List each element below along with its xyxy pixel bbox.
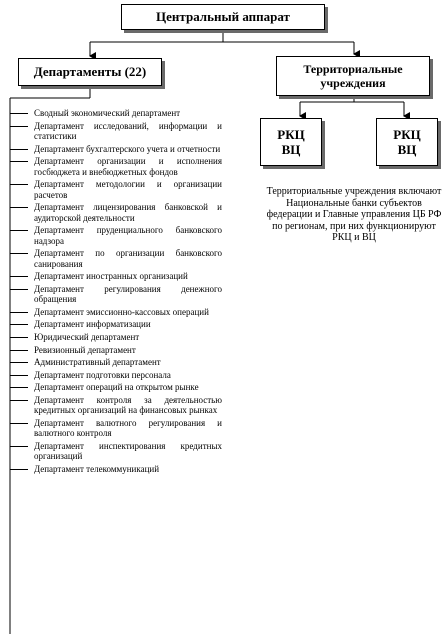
department-item	[34, 395, 222, 416]
connector-tick	[10, 126, 28, 127]
connector-tick	[10, 423, 28, 424]
territorial-note: Территориальные учреждения включают Национальные банки субъектов федерации и Главные управления ЦБ РФ по регионам, при них функционируют РКЦ и ВЦ	[266, 186, 442, 243]
department-label: Департамент пруденциального банковского надзора	[34, 225, 222, 246]
connector-tick	[10, 149, 28, 150]
department-list	[34, 108, 222, 477]
department-item	[34, 382, 222, 392]
connector-tick	[10, 312, 28, 313]
department-item	[34, 156, 222, 177]
department-item	[34, 332, 222, 342]
department-label: Департамент организации и исполнения госбюджета и внебюджетных фондов	[34, 156, 222, 177]
rkc-vc-label-2: РКЦ ВЦ	[393, 127, 421, 157]
department-item	[34, 179, 222, 200]
department-item	[34, 284, 222, 305]
department-item	[34, 108, 222, 118]
connector-tick	[10, 362, 28, 363]
department-label: Департамент регулирования денежного обращения	[34, 283, 222, 305]
connector-tick	[10, 324, 28, 325]
connector-tick	[10, 207, 28, 208]
connector-tick	[10, 469, 28, 470]
department-item	[34, 248, 222, 269]
department-item	[34, 271, 222, 281]
connector-tick	[10, 289, 28, 290]
connector-tick	[10, 276, 28, 277]
connector-tick	[10, 113, 28, 114]
department-label: Департамент лицензирования банковской и аудиторской деятельности	[34, 202, 222, 223]
department-label: Сводный экономический департамент	[34, 108, 181, 118]
connector-tick	[10, 337, 28, 338]
department-item	[34, 144, 222, 154]
department-label: Департамент телекоммуникаций	[34, 463, 160, 474]
rkc-vc-box-1	[260, 118, 322, 166]
department-label: Департамент по организации банковского санирования	[34, 248, 222, 269]
department-label: Департамент бухгалтерского учета и отчетности	[34, 143, 221, 154]
department-label: Административный департамент	[34, 357, 161, 368]
department-item	[34, 441, 222, 462]
department-item	[34, 418, 222, 439]
connector-tick	[10, 350, 28, 351]
connector-tick	[10, 253, 28, 254]
departments-label: Департаменты (22)	[33, 64, 147, 79]
department-item	[34, 370, 222, 380]
department-item	[34, 345, 222, 355]
connector-tick	[10, 387, 28, 388]
connector-tick	[10, 161, 28, 162]
department-item	[34, 307, 222, 317]
department-label: Департамент подготовки персонала	[34, 369, 171, 380]
department-item	[34, 202, 222, 223]
department-item	[34, 464, 222, 474]
department-label: Юридический департамент	[34, 331, 140, 342]
central-apparatus-label: Центральный аппарат	[156, 9, 290, 24]
department-label: Департамент валютного регулирования и валютного контроля	[34, 417, 222, 439]
department-label: Департамент информатизации	[34, 319, 151, 330]
department-label: Департамент инспектирования кредитных организаций	[34, 440, 222, 462]
department-label: Ревизионный департамент	[34, 344, 136, 355]
department-label: Департамент исследований, информации и статистики	[34, 120, 222, 141]
territorial-institutions-box	[276, 56, 430, 96]
department-item	[34, 319, 222, 329]
central-apparatus-box	[121, 4, 325, 30]
territorial-institutions-label: Территориальные учреждения	[303, 62, 403, 90]
department-label: Департамент методологии и организации расчетов	[34, 179, 222, 200]
connector-tick	[10, 400, 28, 401]
connector-tick	[10, 446, 28, 447]
department-label: Департамент операций на открытом рынке	[34, 382, 199, 393]
departments-box	[18, 58, 162, 86]
department-item	[34, 357, 222, 367]
department-label: Департамент иностранных организаций	[34, 271, 188, 282]
connector-tick	[10, 230, 28, 231]
connector-tick	[10, 375, 28, 376]
rkc-vc-label-1: РКЦ ВЦ	[277, 127, 305, 157]
rkc-vc-box-2	[376, 118, 438, 166]
department-label: Департамент эмиссионно-кассовых операций	[34, 306, 209, 317]
department-item	[34, 121, 222, 142]
connector-tick	[10, 184, 28, 185]
department-label: Департамент контроля за деятельностью кредитных организаций на финансовых рынках	[34, 394, 222, 416]
department-item	[34, 225, 222, 246]
